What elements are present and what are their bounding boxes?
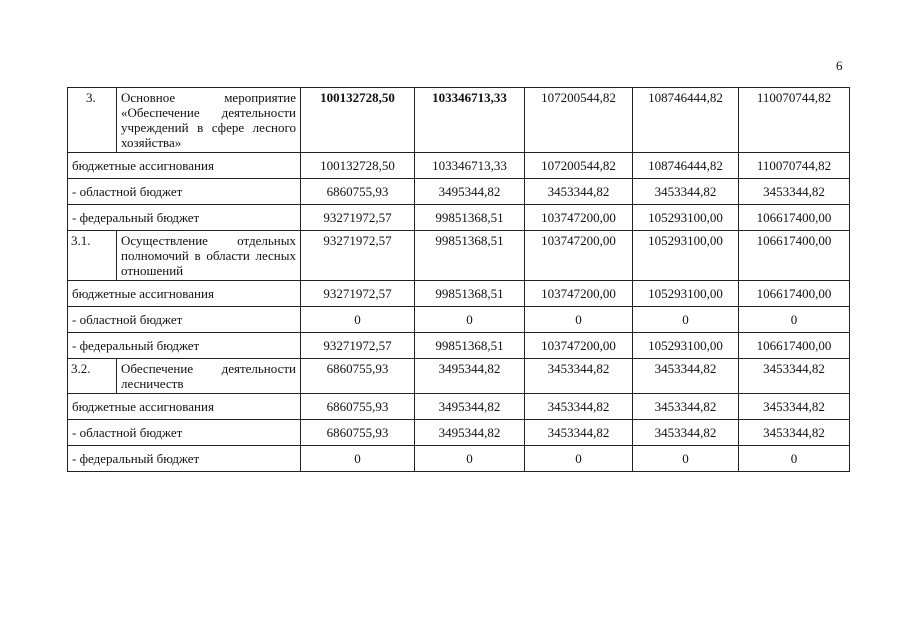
amount-cell: 100132728,50 [301, 153, 415, 179]
amount-cell: 3495344,82 [415, 394, 525, 420]
funding-source-label: - федеральный бюджет [68, 446, 301, 472]
amount-cell: 3453344,82 [739, 179, 850, 205]
amount-cell: 93271972,57 [301, 281, 415, 307]
amount-cell: 103747200,00 [525, 205, 633, 231]
funding-row [68, 281, 850, 307]
funding-row [68, 179, 850, 205]
funding-row [68, 153, 850, 179]
amount-cell: 106617400,00 [739, 231, 850, 281]
amount-cell: 3453344,82 [525, 394, 633, 420]
item-row [68, 359, 850, 394]
amount-cell: 3453344,82 [739, 394, 850, 420]
amount-cell: 3453344,82 [525, 359, 633, 394]
amount-cell: 0 [301, 307, 415, 333]
funding-source-label: - федеральный бюджет [68, 205, 301, 231]
amount-cell: 106617400,00 [739, 281, 850, 307]
amount-cell: 105293100,00 [633, 281, 739, 307]
amount-cell: 6860755,93 [301, 179, 415, 205]
amount-cell: 103346713,33 [415, 88, 525, 153]
item-code: 3.2. [68, 359, 117, 394]
amount-cell: 0 [525, 446, 633, 472]
amount-cell: 99851368,51 [415, 205, 525, 231]
amount-cell: 0 [525, 307, 633, 333]
funding-row [68, 333, 850, 359]
amount-cell: 105293100,00 [633, 333, 739, 359]
item-row [68, 88, 850, 153]
amount-cell: 100132728,50 [301, 88, 415, 153]
funding-source-label: бюджетные ассигнования [68, 281, 301, 307]
funding-source-label: - областной бюджет [68, 179, 301, 205]
amount-cell: 0 [633, 307, 739, 333]
amount-cell: 0 [739, 446, 850, 472]
amount-cell: 99851368,51 [415, 231, 525, 281]
amount-cell: 0 [633, 446, 739, 472]
funding-source-label: бюджетные ассигнования [68, 394, 301, 420]
amount-cell: 3453344,82 [633, 179, 739, 205]
amount-cell: 103747200,00 [525, 281, 633, 307]
funding-row [68, 394, 850, 420]
budget-table [67, 87, 850, 472]
amount-cell: 6860755,93 [301, 394, 415, 420]
amount-cell: 3495344,82 [415, 179, 525, 205]
amount-cell: 3453344,82 [633, 394, 739, 420]
amount-cell: 106617400,00 [739, 205, 850, 231]
amount-cell: 3453344,82 [525, 179, 633, 205]
amount-cell: 0 [415, 307, 525, 333]
item-code: 3.1. [68, 231, 117, 281]
funding-row [68, 205, 850, 231]
amount-cell: 106617400,00 [739, 333, 850, 359]
amount-cell: 103747200,00 [525, 231, 633, 281]
amount-cell: 0 [415, 446, 525, 472]
item-name: Основное мероприятие «Обеспечение деятельности учреждений в сфере лесного хозяйства» [117, 88, 301, 153]
page-number: 6 [836, 58, 843, 73]
item-name: Осуществление отдельных полномочий в области лесных отношений [117, 231, 301, 281]
amount-cell: 93271972,57 [301, 205, 415, 231]
amount-cell: 3495344,82 [415, 420, 525, 446]
funding-row [68, 446, 850, 472]
amount-cell: 6860755,93 [301, 420, 415, 446]
amount-cell: 93271972,57 [301, 333, 415, 359]
amount-cell: 3453344,82 [633, 420, 739, 446]
funding-source-label: - федеральный бюджет [68, 333, 301, 359]
amount-cell: 3453344,82 [525, 420, 633, 446]
amount-cell: 108746444,82 [633, 88, 739, 153]
amount-cell: 3453344,82 [739, 359, 850, 394]
amount-cell: 99851368,51 [415, 333, 525, 359]
amount-cell: 6860755,93 [301, 359, 415, 394]
amount-cell: 110070744,82 [739, 88, 850, 153]
amount-cell: 93271972,57 [301, 231, 415, 281]
funding-source-label: - областной бюджет [68, 420, 301, 446]
item-row [68, 231, 850, 281]
funding-source-label: - областной бюджет [68, 307, 301, 333]
item-code: 3. [68, 88, 117, 153]
amount-cell: 107200544,82 [525, 153, 633, 179]
amount-cell: 99851368,51 [415, 281, 525, 307]
amount-cell: 0 [301, 446, 415, 472]
amount-cell: 103346713,33 [415, 153, 525, 179]
funding-row [68, 420, 850, 446]
amount-cell: 3453344,82 [633, 359, 739, 394]
amount-cell: 105293100,00 [633, 231, 739, 281]
amount-cell: 3495344,82 [415, 359, 525, 394]
budget-table-body [68, 88, 850, 472]
amount-cell: 110070744,82 [739, 153, 850, 179]
amount-cell: 3453344,82 [739, 420, 850, 446]
funding-source-label: бюджетные ассигнования [68, 153, 301, 179]
amount-cell: 107200544,82 [525, 88, 633, 153]
amount-cell: 0 [739, 307, 850, 333]
amount-cell: 105293100,00 [633, 205, 739, 231]
funding-row [68, 307, 850, 333]
item-name: Обеспечение деятельности лесничеств [117, 359, 301, 394]
amount-cell: 108746444,82 [633, 153, 739, 179]
amount-cell: 103747200,00 [525, 333, 633, 359]
